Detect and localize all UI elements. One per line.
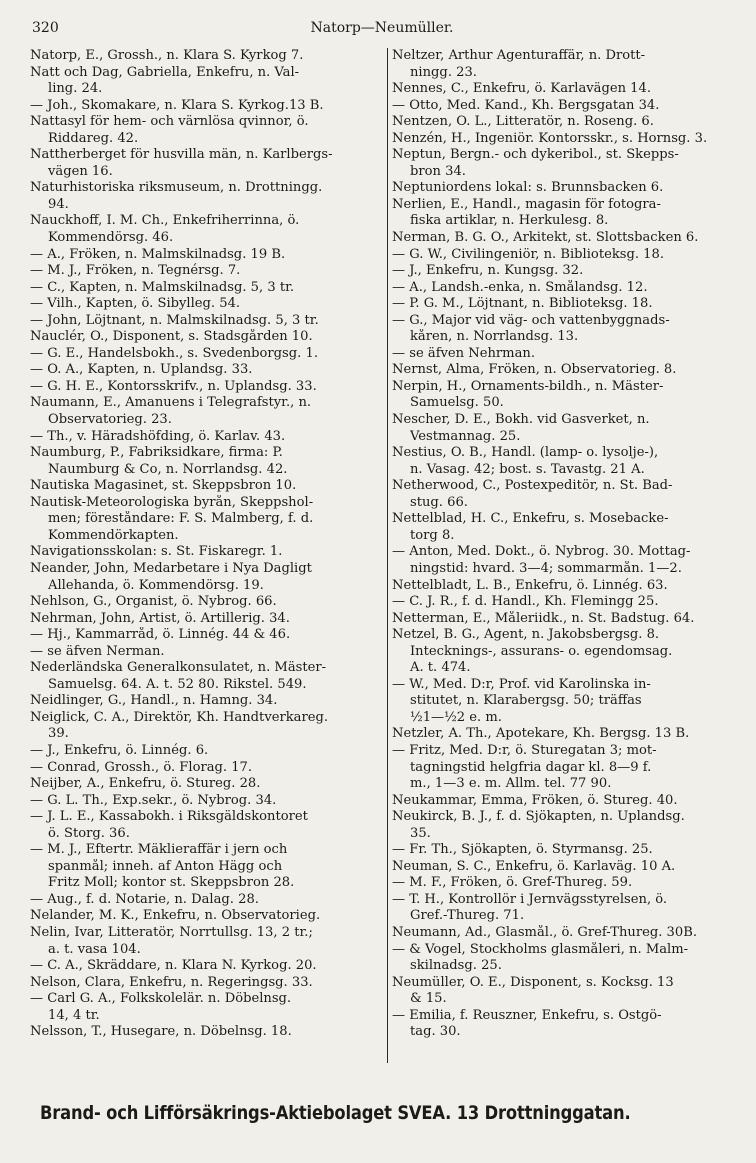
directory-entry-line: Observatorieg. 23. <box>48 412 172 428</box>
directory-entry-line: — G. H. E., Kontorsskrifv., n. Uplandsg. 33. <box>30 378 317 394</box>
directory-entry-line: Naumburg, P., Fabriksidkare, firma: P. <box>30 445 283 461</box>
directory-entry-line: — C. A., Skräddare, n. Klara N. Kyrkog. 20. <box>30 958 317 974</box>
left-column <box>30 48 382 1041</box>
directory-entry-line: Naumburg & Co, n. Norrlandsg. 42. <box>48 461 288 477</box>
directory-entry-line: torg 8. <box>410 527 455 543</box>
directory-entry-line: — C. J. R., f. d. Handl., Kh. Flemingg 25. <box>392 594 659 610</box>
directory-entry-line: — Fritz, Med. D:r, ö. Sturegatan 3; mot- <box>392 742 657 758</box>
directory-entry-line: — Anton, Med. Dokt., ö. Nybrog. 30. Mottag- <box>392 544 691 560</box>
directory-entry-line: spanmål; inneh. af Anton Hägg och <box>48 858 283 874</box>
directory-entry-line: Neptuniordens lokal: s. Brunnsbacken 6. <box>392 180 664 196</box>
directory-entry-line: — W., Med. D:r, Prof. vid Karolinska in- <box>392 676 651 692</box>
directory-entry-line: — P. G. M., Löjtnant, n. Biblioteksg. 18. <box>392 296 653 312</box>
directory-entry-line: Kommendörsg. 46. <box>48 230 174 246</box>
directory-entry-line: Nattasyl för hem- och värnlösa qvinnor, ö. <box>30 114 309 130</box>
directory-entry-line: — se äfven Nehrman. <box>392 345 535 361</box>
directory-entry-line: — M. J., Fröken, n. Tegnérsg. 7. <box>30 263 241 279</box>
directory-entry-line: ö. Storg. 36. <box>48 825 130 841</box>
directory-entry-line: Neijber, A., Enkefru, ö. Stureg. 28. <box>30 776 261 792</box>
advertisement-banner: Brand- och Lifförsäkrings-Aktiebolaget SVEA. 13 Drottninggatan. <box>40 1102 631 1124</box>
directory-entry-line: — Vilh., Kapten, ö. Sibylleg. 54. <box>30 296 241 312</box>
directory-entry-line: A. t. 474. <box>410 660 471 676</box>
directory-entry-line: — Emilia, f. Reuszner, Enkefru, s. Östgö- <box>392 1007 662 1023</box>
directory-entry-line: Nerman, B. G. O., Arkitekt, st. Slottsbacken 6. <box>392 230 699 246</box>
column-divider <box>387 48 388 1063</box>
directory-entry-line: Nelsson, T., Husegare, n. Döbelnsg. 18. <box>30 1024 292 1040</box>
directory-entry-line: Nelin, Ivar, Litteratör, Norrtullsg. 13, 2 tr.; <box>30 924 313 940</box>
directory-entry-line: 35. <box>410 825 431 841</box>
directory-entry-line: Neukirck, B. J., f. d. Sjökapten, n. Uplandsg. <box>392 809 685 825</box>
directory-entry-line: — G. L. Th., Exp.sekr., ö. Nybrog. 34. <box>30 792 277 808</box>
directory-entry-line: ningstid: hvard. 3—4; sommarmån. 1—2. <box>410 560 682 576</box>
directory-entry-line: stug. 66. <box>410 494 468 510</box>
directory-entry-line: — G. E., Handelsbokh., s. Svedenborgsg. 1. <box>30 345 318 361</box>
directory-entry-line: Neuman, S. C., Enkefru, ö. Karlaväg. 10 A. <box>392 858 676 874</box>
directory-entry-line: ling. 24. <box>48 81 103 97</box>
directory-entry-line: — C., Kapten, n. Malmskilnadsg. 5, 3 tr. <box>30 279 295 295</box>
right-column <box>392 48 744 1041</box>
directory-entry-line: 14, 4 tr. <box>48 1007 100 1023</box>
directory-entry-line: Fritz Moll; kontor st. Skeppsbron 28. <box>48 875 295 891</box>
directory-entry-line: Netherwood, C., Postexpeditör, n. St. Bad- <box>392 478 673 494</box>
directory-entry-line: — J. L. E., Kassabokh. i Riksgäldskontoret <box>30 809 308 825</box>
directory-entry-line: stitutet, n. Klarabergsg. 50; träffas <box>410 693 642 709</box>
directory-entry-line: Nestius, O. B., Handl. (lamp- o. lysolje-), <box>392 445 659 461</box>
directory-entry-line: 94. <box>48 196 69 212</box>
directory-entry-line: tagningstid helgfria dagar kl. 8—9 f. <box>410 759 652 775</box>
directory-entry-line: Intecknings-, assurans- o. egendomsag. <box>410 643 673 659</box>
directory-entry-line: tag. 30. <box>410 1024 461 1040</box>
directory-entry-line: Nescher, D. E., Bokh. vid Gasverket, n. <box>392 412 650 428</box>
directory-entry-line: bron 34. <box>410 163 466 179</box>
directory-entry-line: — Th., v. Häradshöfding, ö. Karlav. 43. <box>30 428 286 444</box>
directory-entry-line: Nederländska Generalkonsulatet, n. Mäster- <box>30 660 327 676</box>
directory-entry-line: — Hj., Kammarråd, ö. Linnég. 44 & 46. <box>30 627 291 643</box>
directory-entry-line: Nehrman, John, Artist, ö. Artillerig. 34. <box>30 610 290 626</box>
directory-entry-line: Samuelsg. 64. A. t. 52 80. Rikstel. 549. <box>48 676 307 692</box>
directory-entry-line: Nattherberget för husvilla män, n. Karlbergs- <box>30 147 333 163</box>
directory-entry-line: Nauckhoff, I. M. Ch., Enkefriherrinna, ö. <box>30 213 300 229</box>
directory-entry-line: Nelander, M. K., Enkefru, n. Observatorieg. <box>30 908 321 924</box>
directory-entry-line: a. t. vasa 104. <box>48 941 141 957</box>
directory-entry-line: Nenzén, H., Ingeniör. Kontorsskr., s. Hornsg. 3. <box>392 130 708 146</box>
directory-entry-line: Netzler, A. Th., Apotekare, Kh. Bergsg. 13 B. <box>392 726 690 742</box>
directory-entry-line: Nettelblad, H. C., Enkefru, s. Mosebacke- <box>392 511 669 527</box>
directory-entry-line: — Conrad, Grossh., ö. Florag. 17. <box>30 759 253 775</box>
directory-entry-line: Nerlien, E., Handl., magasin för fotogra- <box>392 196 661 212</box>
directory-entry-line: Natt och Dag, Gabriella, Enkefru, n. Val- <box>30 64 300 80</box>
directory-entry-line: Gref.-Thureg. 71. <box>410 908 525 924</box>
directory-entry-line: Natorp, E., Grossh., n. Klara S. Kyrkog 7. <box>30 48 304 63</box>
directory-entry-line: ½1—½2 e. m. <box>410 709 502 725</box>
directory-entry-line: Nettelbladt, L. B., Enkefru, ö. Linnég. 63. <box>392 577 668 593</box>
directory-entry-line: ningg. 23. <box>410 64 477 80</box>
directory-entry-line: Nelson, Clara, Enkefru, n. Regeringsg. 33. <box>30 974 313 990</box>
page-number: 320 <box>32 20 59 36</box>
directory-entry-line: & 15. <box>410 991 447 1007</box>
directory-entry-line: men; föreståndare: F. S. Malmberg, f. d. <box>48 511 314 527</box>
directory-entry-line: skilnadsg. 25. <box>410 958 502 974</box>
directory-columns <box>30 48 736 1078</box>
directory-entry-line: — Joh., Skomakare, n. Klara S. Kyrkog.13 B. <box>30 97 324 113</box>
page-header <box>32 20 732 42</box>
directory-entry-line: Nauclér, O., Disponent, s. Stadsgården 10. <box>30 329 313 345</box>
directory-entry-line: Allehanda, ö. Kommendörsg. 19. <box>48 577 264 593</box>
directory-entry-line: Neumüller, O. E., Disponent, s. Kocksg. 13 <box>392 974 674 990</box>
directory-entry-line: — T. H., Kontrollör i Jernvägsstyrelsen, ö. <box>392 891 668 907</box>
directory-entry-line: — Otto, Med. Kand., Kh. Bergsgatan 34. <box>392 97 660 113</box>
directory-entry-line: — John, Löjtnant, n. Malmskilnadsg. 5, 3 tr. <box>30 312 319 328</box>
directory-entry-line: Naturhistoriska riksmuseum, n. Drottningg. <box>30 180 323 196</box>
directory-entry-line: — Fr. Th., Sjökapten, ö. Styrmansg. 25. <box>392 842 653 858</box>
directory-entry-line: m., 1—3 e. m. Allm. tel. 77 90. <box>410 776 612 792</box>
directory-entry-line: — M. F., Fröken, ö. Gref-Thureg. 59. <box>392 875 633 891</box>
directory-entry-line: Kommendörkapten. <box>48 527 179 543</box>
directory-entry-line: — & Vogel, Stockholms glasmåleri, n. Malm- <box>392 941 689 957</box>
directory-entry-line: n. Vasag. 42; bost. s. Tavastg. 21 A. <box>410 461 645 477</box>
directory-entry-line: vägen 16. <box>48 163 113 179</box>
directory-entry-line: — A., Landsh.-enka, n. Smålandsg. 12. <box>392 279 648 295</box>
directory-entry-line: — J., Enkefru, n. Kungsg. 32. <box>392 263 584 279</box>
directory-entry-line: — M. J., Eftertr. Mäklieraffär i jern och <box>30 842 288 858</box>
directory-entry-line: kåren, n. Norrlandsg. 13. <box>410 329 579 345</box>
directory-entry-line: Samuelsg. 50. <box>410 395 504 411</box>
directory-entry-line: Vestmannag. 25. <box>410 428 521 444</box>
directory-entry-line: Nautiska Magasinet, st. Skeppsbron 10. <box>30 478 297 494</box>
directory-entry-line: Netzel, B. G., Agent, n. Jakobsbergsg. 8. <box>392 627 660 643</box>
directory-entry-line: — G., Major vid väg- och vattenbyggnads- <box>392 312 670 328</box>
directory-entry-line: Navigationsskolan: s. St. Fiskaregr. 1. <box>30 544 283 560</box>
directory-entry-line: — A., Fröken, n. Malmskilnadsg. 19 B. <box>30 246 286 262</box>
directory-entry-line: — se äfven Nerman. <box>30 643 165 659</box>
directory-entry-line: Neidlinger, G., Handl., n. Hamng. 34. <box>30 693 278 709</box>
directory-entry-line: Naumann, E., Amanuens i Telegrafstyr., n. <box>30 395 312 411</box>
directory-entry-line: Netterman, E., Måleriidk., n. St. Badstug. 64. <box>392 610 695 626</box>
directory-entry-line: — J., Enkefru, ö. Linnég. 6. <box>30 742 209 758</box>
directory-entry-line: Neander, John, Medarbetare i Nya Dagligt <box>30 560 312 576</box>
directory-entry-line: Nerpin, H., Ornaments-bildh., n. Mäster- <box>392 378 664 394</box>
directory-entry-line: Neiglick, C. A., Direktör, Kh. Handtverkareg. <box>30 709 329 725</box>
directory-entry-line: — G. W., Civilingeniör, n. Biblioteksg. 18. <box>392 246 665 262</box>
directory-entry-line: Neltzer, Arthur Agenturaffär, n. Drott- <box>392 48 646 63</box>
directory-entry-line: Nautisk-Meteorologiska byrån, Skeppshol- <box>30 494 314 510</box>
directory-entry-line: Nehlson, G., Organist, ö. Nybrog. 66. <box>30 594 277 610</box>
directory-entry-line: 39. <box>48 726 69 742</box>
directory-entry-line: Nennes, C., Enkefru, ö. Karlavägen 14. <box>392 81 652 97</box>
directory-entry-line: — O. A., Kapten, n. Uplandsg. 33. <box>30 362 253 378</box>
directory-entry-line: Nentzen, O. L., Litteratör, n. Roseng. 6. <box>392 114 654 130</box>
directory-entry-line: Neukammar, Emma, Fröken, ö. Stureg. 40. <box>392 792 678 808</box>
directory-entry-line: Riddareg. 42. <box>48 130 139 146</box>
directory-entry-line: Neumann, Ad., Glasmål., ö. Gref-Thureg. 30B. <box>392 924 697 940</box>
directory-entry-line: Neptun, Bergn.- och dykeribol., st. Skepps- <box>392 147 679 163</box>
directory-entry-line: — Aug., f. d. Notarie, n. Dalag. 28. <box>30 891 259 907</box>
directory-entry-line: — Carl G. A., Folkskolelär. n. Döbelnsg. <box>30 991 292 1007</box>
directory-entry-line: Nernst, Alma, Fröken, n. Observatorieg. 8. <box>392 362 677 378</box>
directory-entry-line: fiska artiklar, n. Herkulesg. 8. <box>410 213 609 229</box>
running-title: Natorp—Neumüller. <box>310 20 454 36</box>
